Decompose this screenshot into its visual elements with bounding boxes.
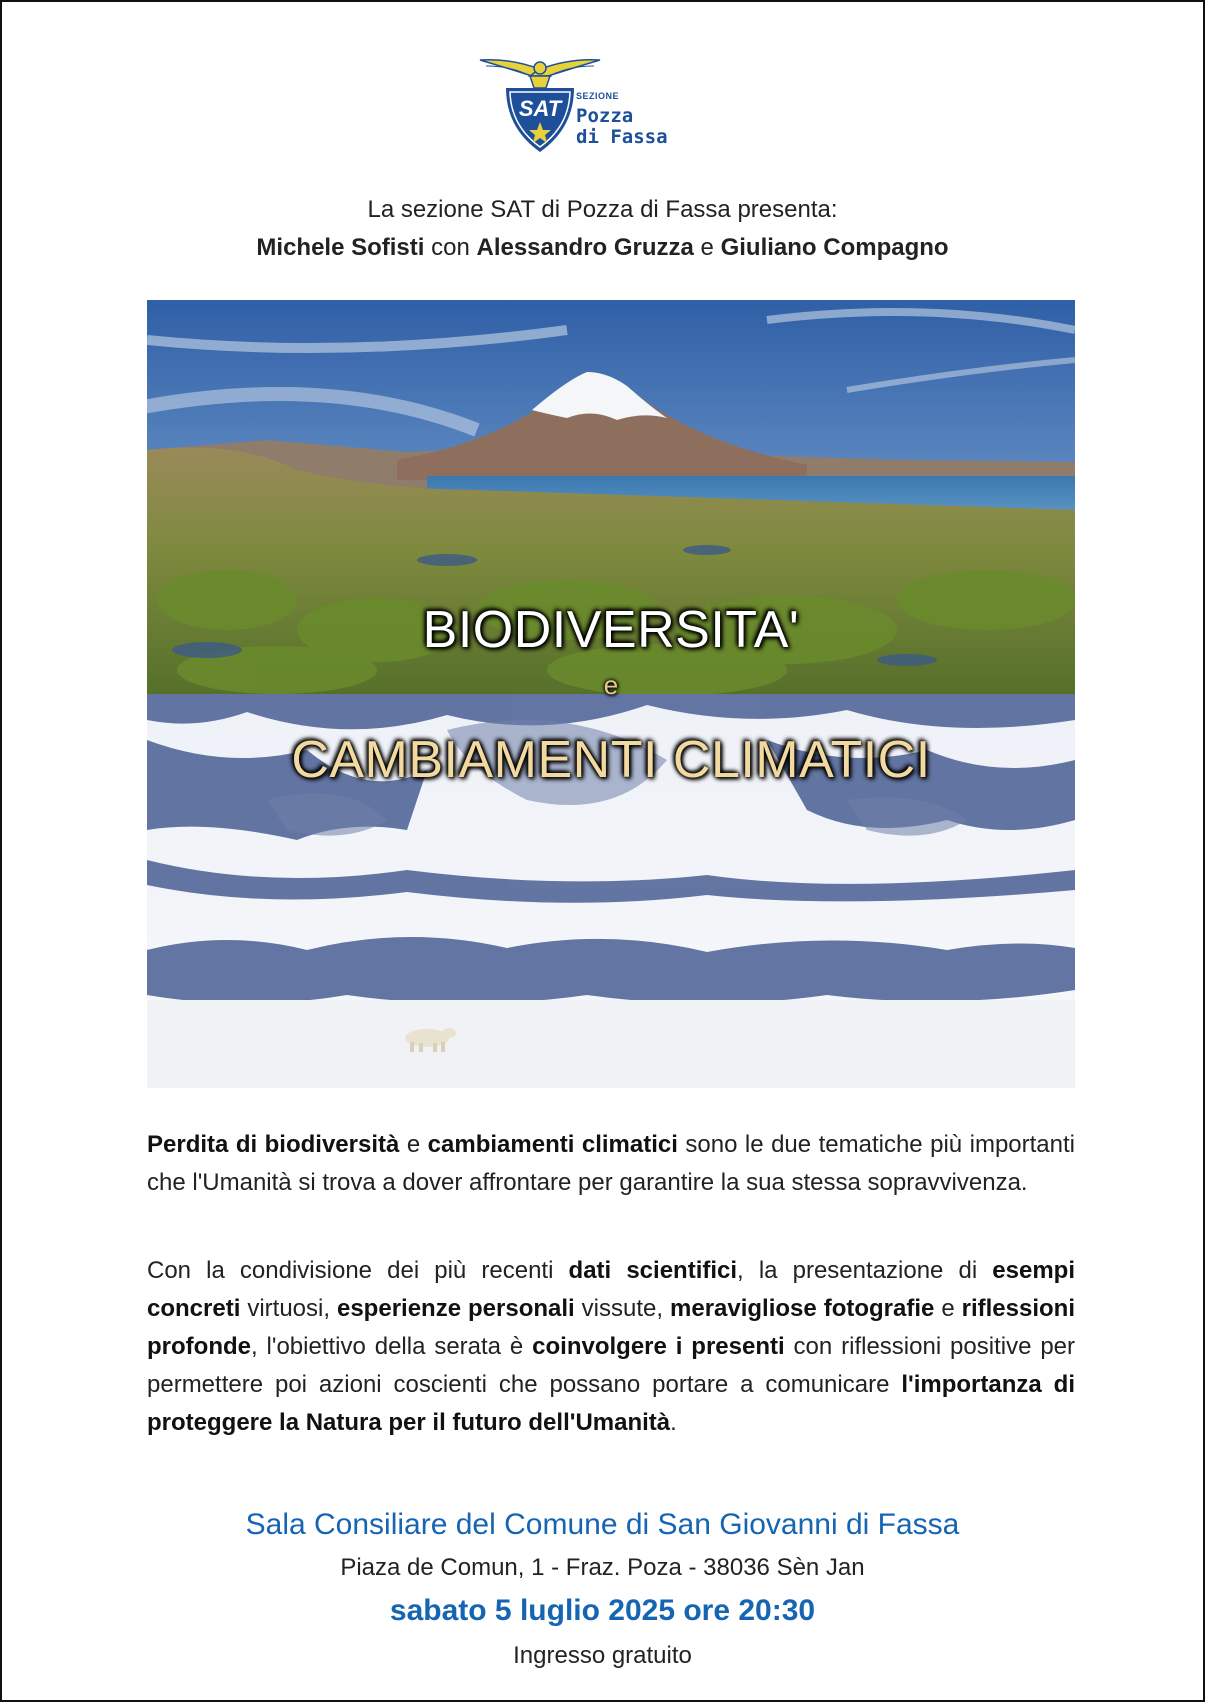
- text-span: sono le due tematiche più importanti che l'Umanità si trova a dover affrontare per garantire la sua stessa sopravvivenza.: [147, 1131, 1076, 1196]
- bold-phrase: meravigliose fotografie: [670, 1295, 935, 1322]
- hero-image: [147, 300, 1075, 1088]
- venue-name: Sala Consiliare del Comune di San Giovanni di Fassa: [245, 1508, 960, 1541]
- text-span: vissute,: [574, 1295, 670, 1322]
- logo-text: [576, 92, 668, 148]
- connector-con: con: [424, 234, 477, 261]
- text-span: con riflessioni positive per permettere poi azioni coscienti che possano portare a comunicare: [147, 1333, 1076, 1398]
- logo-name-line2: di Fassa: [576, 126, 668, 148]
- hero-title-biodiversita: BIODIVERSITA': [422, 601, 800, 659]
- bold-phrase: coinvolgere i presenti: [532, 1333, 785, 1360]
- speaker-main: Michele Sofisti: [256, 234, 425, 261]
- text-span: , l'obiettivo della serata è: [250, 1333, 533, 1360]
- bold-phrase: l'importanza di proteggere la Natura per il futuro dell'Umanità: [147, 1371, 1075, 1436]
- bold-phrase: dati scientifici: [568, 1257, 738, 1284]
- bold-phrase: cambiamenti climatici: [427, 1131, 678, 1158]
- logo-section-label: SEZIONE: [576, 91, 620, 101]
- bold-phrase: esempi concreti: [147, 1257, 1076, 1322]
- hero-title-cambiamenti: CAMBIAMENTI CLIMATICI: [291, 731, 931, 789]
- speaker-3: Giuliano Compagno: [720, 234, 949, 261]
- intro-line: La sezione SAT di Pozza di Fassa presenta:: [367, 196, 838, 223]
- connector-e: e: [693, 234, 721, 261]
- venue-address: Piaza de Comun, 1 - Fraz. Poza - 38036 Sèn Jan: [340, 1554, 865, 1581]
- speaker-2: Alessandro Gruzza: [476, 234, 694, 261]
- event-datetime: sabato 5 luglio 2025 ore 20:30: [389, 1594, 816, 1627]
- entry-info: Ingresso gratuito: [513, 1642, 692, 1669]
- text-span: virtuosi,: [240, 1295, 337, 1322]
- bold-phrase: esperienze personali: [336, 1295, 575, 1322]
- text-span: e: [399, 1131, 428, 1158]
- text-span: e: [934, 1295, 962, 1322]
- logo-name-line1: Pozza: [576, 105, 634, 127]
- text-span: , la presentazione di: [737, 1257, 993, 1284]
- speakers-line: [2, 234, 1203, 262]
- paragraph-description: [147, 1252, 1075, 1442]
- bold-phrase: riflessioni profonde: [147, 1295, 1075, 1360]
- hero-title-and: e: [603, 670, 619, 700]
- svg-text:SAT: SAT: [518, 96, 562, 121]
- text-span: Con la condivisione dei più recenti: [147, 1257, 569, 1284]
- text-span: .: [670, 1409, 677, 1436]
- paragraph-intro: [147, 1126, 1075, 1202]
- bold-phrase: Perdita di biodiversità: [147, 1131, 400, 1158]
